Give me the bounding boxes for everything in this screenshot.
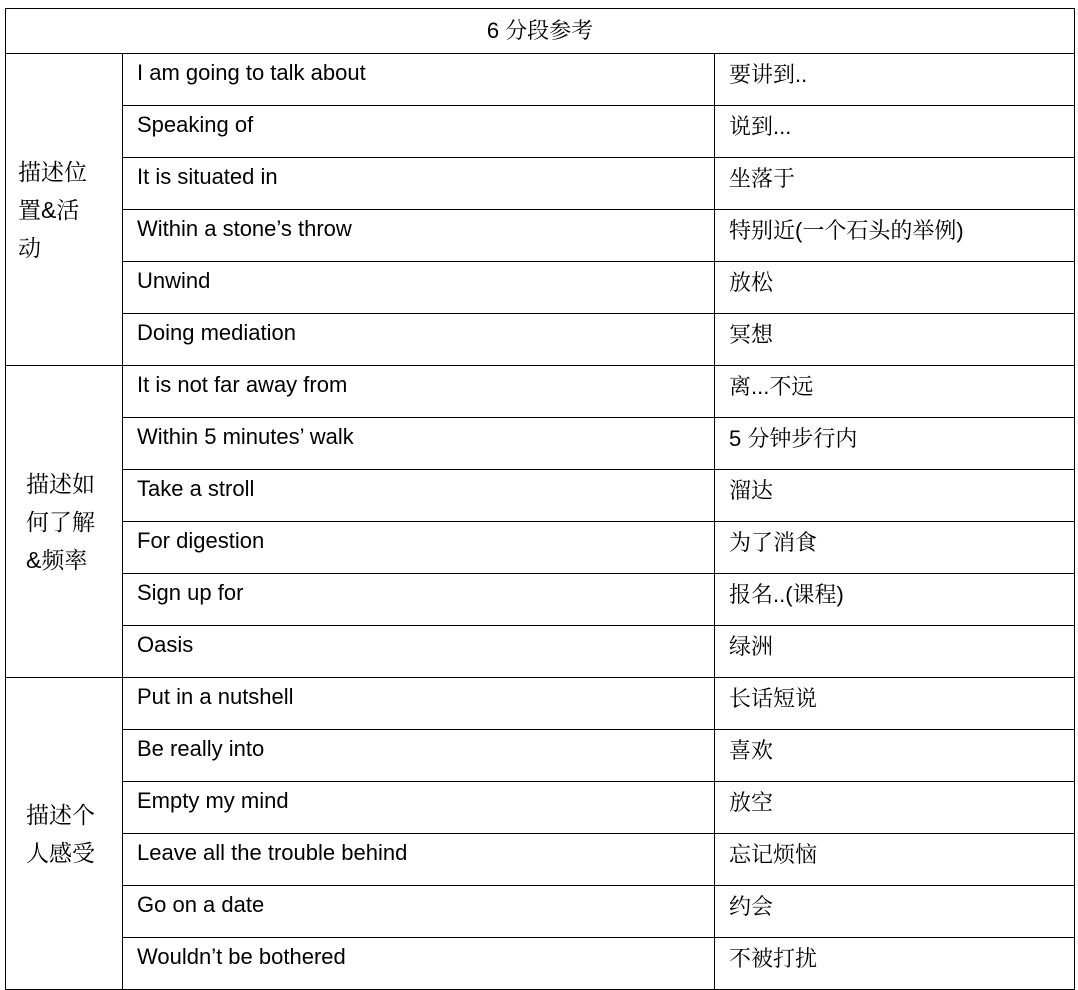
phrase-cell: Within a stone’s throw bbox=[123, 210, 715, 262]
phrase-cell: It is not far away from bbox=[123, 366, 715, 418]
table-title-row bbox=[6, 9, 1075, 54]
phrase-cell: Leave all the trouble behind bbox=[123, 834, 715, 886]
table-row bbox=[6, 106, 1075, 158]
meaning-cell: 放松 bbox=[715, 262, 1075, 314]
phrase-cell: Wouldn’t be bothered bbox=[123, 938, 715, 990]
phrase-cell: Put in a nutshell bbox=[123, 678, 715, 730]
meaning-cell: 约会 bbox=[715, 886, 1075, 938]
meaning-cell: 报名..(课程) bbox=[715, 574, 1075, 626]
table-row bbox=[6, 678, 1075, 730]
category-label-line: 描述个 bbox=[26, 801, 95, 828]
meaning-cell: 溜达 bbox=[715, 470, 1075, 522]
table-row bbox=[6, 834, 1075, 886]
category-label-line: 人感受 bbox=[26, 839, 95, 866]
category-cell bbox=[6, 678, 123, 990]
table-row bbox=[6, 886, 1075, 938]
table-title: 6 分段参考 bbox=[6, 9, 1075, 54]
meaning-cell: 说到... bbox=[715, 106, 1075, 158]
meaning-cell: 长话短说 bbox=[715, 678, 1075, 730]
category-label-line: 描述如 bbox=[26, 470, 95, 497]
category-label-line: 描述位 bbox=[18, 158, 87, 185]
category-label-line: 动 bbox=[18, 234, 41, 261]
phrase-cell: For digestion bbox=[123, 522, 715, 574]
meaning-cell: 5 分钟步行内 bbox=[715, 418, 1075, 470]
meaning-cell: 绿洲 bbox=[715, 626, 1075, 678]
meaning-cell: 离...不远 bbox=[715, 366, 1075, 418]
phrase-cell: Go on a date bbox=[123, 886, 715, 938]
category-cell bbox=[6, 366, 123, 678]
table-row bbox=[6, 210, 1075, 262]
table-row bbox=[6, 366, 1075, 418]
table-row bbox=[6, 782, 1075, 834]
table-row bbox=[6, 938, 1075, 990]
table-row bbox=[6, 626, 1075, 678]
category-label-line: 置&活 bbox=[18, 196, 80, 223]
table-row bbox=[6, 470, 1075, 522]
meaning-cell: 冥想 bbox=[715, 314, 1075, 366]
meaning-cell: 坐落于 bbox=[715, 158, 1075, 210]
phrase-reference-table bbox=[5, 8, 1075, 990]
phrase-cell: Take a stroll bbox=[123, 470, 715, 522]
meaning-cell: 不被打扰 bbox=[715, 938, 1075, 990]
phrase-cell: Doing mediation bbox=[123, 314, 715, 366]
table-row bbox=[6, 574, 1075, 626]
table-row bbox=[6, 418, 1075, 470]
meaning-cell: 喜欢 bbox=[715, 730, 1075, 782]
phrase-cell: Unwind bbox=[123, 262, 715, 314]
category-label-line: 何了解 bbox=[26, 508, 95, 535]
meaning-cell: 要讲到.. bbox=[715, 54, 1075, 106]
category-cell bbox=[6, 54, 123, 366]
table-row bbox=[6, 730, 1075, 782]
table-row bbox=[6, 54, 1075, 106]
meaning-cell: 特别近(一个石头的举例) bbox=[715, 210, 1075, 262]
phrase-cell: Speaking of bbox=[123, 106, 715, 158]
phrase-cell: It is situated in bbox=[123, 158, 715, 210]
phrase-cell: I am going to talk about bbox=[123, 54, 715, 106]
phrase-cell: Sign up for bbox=[123, 574, 715, 626]
phrase-cell: Within 5 minutes’ walk bbox=[123, 418, 715, 470]
meaning-cell: 为了消食 bbox=[715, 522, 1075, 574]
table-row bbox=[6, 314, 1075, 366]
category-label-line: &频率 bbox=[26, 546, 88, 573]
table-row bbox=[6, 262, 1075, 314]
phrase-cell: Be really into bbox=[123, 730, 715, 782]
table-row bbox=[6, 522, 1075, 574]
meaning-cell: 放空 bbox=[715, 782, 1075, 834]
phrase-cell: Empty my mind bbox=[123, 782, 715, 834]
meaning-cell: 忘记烦恼 bbox=[715, 834, 1075, 886]
phrase-cell: Oasis bbox=[123, 626, 715, 678]
table-row bbox=[6, 158, 1075, 210]
